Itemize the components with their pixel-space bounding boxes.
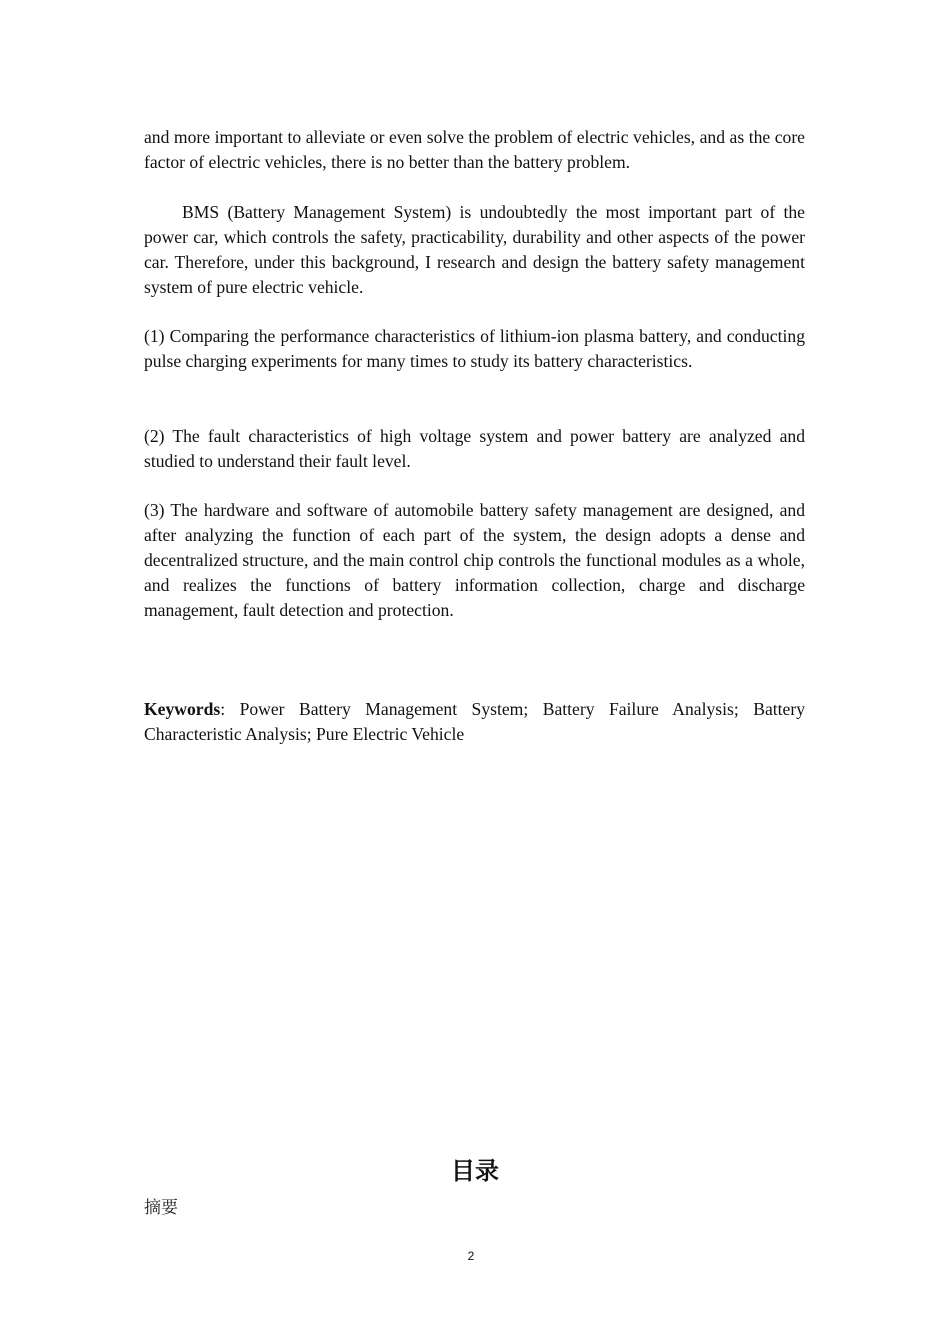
paragraph-item-2: (2) The fault characteristics of high voltage system and power battery are analyzed and studied to understand their fault level. (144, 426, 805, 471)
table-of-contents-title: 目录 (451, 1157, 499, 1185)
page-number: 2 (467, 1249, 475, 1263)
paragraph-intro-continuation: and more important to alleviate or even solve the problem of electric vehicles, and as the core factor of electric vehicles, there is no better than the battery problem. (144, 127, 805, 172)
toc-entry-abstract[interactable]: 摘要 (144, 1198, 178, 1218)
paragraph-item-3: (3) The hardware and software of automobile battery safety management are designed, and after analyzing the function of each part of the system, the design adopts a dense and decentralized structure, and the main control chip controls the functional modules as a whole, and realizes the functions of battery information collection, charge and discharge management, fault detection and protection. (144, 500, 805, 620)
keywords-paragraph (144, 697, 805, 747)
keywords-label: Keywords (144, 699, 221, 719)
paragraph-item-1: (1) Comparing the performance characteristics of lithium-ion plasma battery, and conducting pulse charging experiments for many times to study its battery characteristics. (144, 326, 805, 371)
paragraph-bms: BMS (Battery Management System) is undoubtedly the most important part of the power car, which controls the safety, practicability, durability and other aspects of the power car. Therefore, under this background, I research and design the battery safety management system of pure electric vehicle. (144, 202, 805, 297)
keywords-text: : Power Battery Management System; Battery Failure Analysis; Battery Characteristic Analysis; Pure Electric Vehicle (144, 699, 805, 744)
